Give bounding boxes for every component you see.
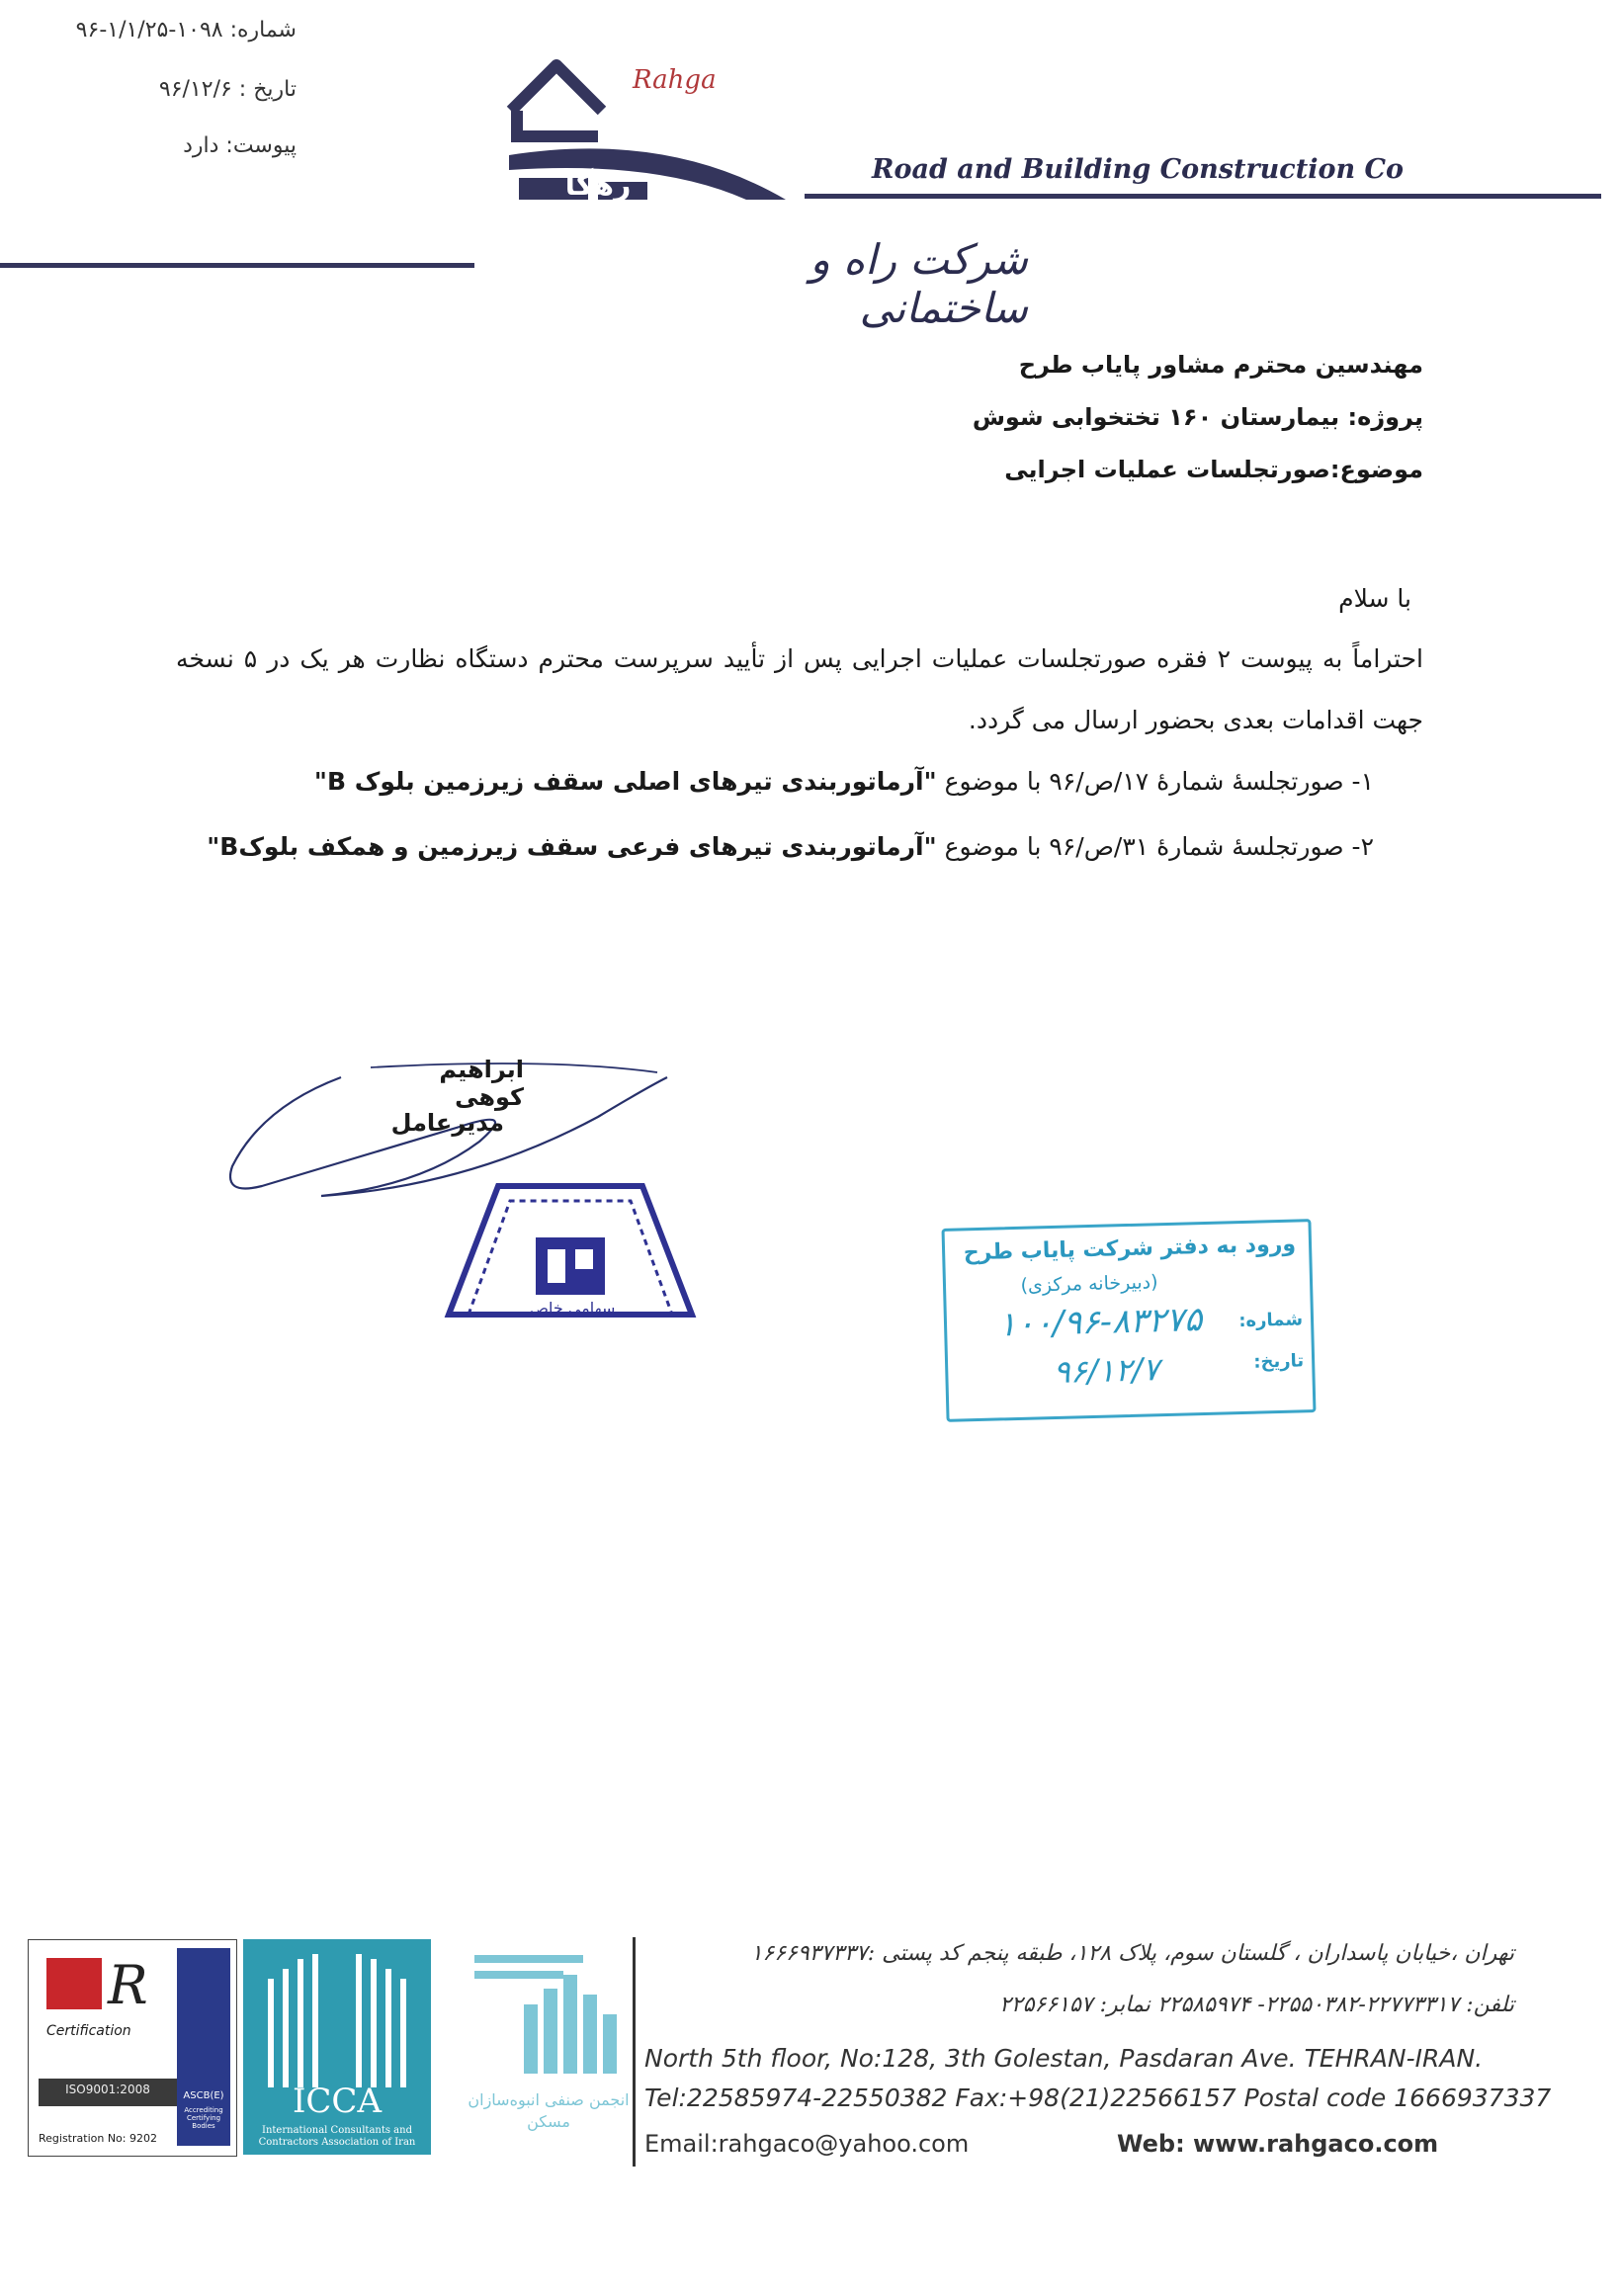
letter-attachment: پیوست: دارد <box>183 133 297 158</box>
icca-acronym: ICCA <box>292 2082 382 2121</box>
received-stamp <box>941 1219 1316 1422</box>
stamp-date-value: ۹۶/۱۲/۷ <box>1053 1350 1160 1392</box>
cert-flag-icon <box>46 1958 102 2009</box>
recipient: مهندسین محترم مشاور پایاب طرح <box>1018 351 1423 379</box>
signer-title: مدیرعامل <box>390 1109 504 1137</box>
association-logo <box>465 1945 633 2143</box>
cert-reg: Registration No: 9202 <box>39 2132 157 2145</box>
letter-date: تاریخ : ۹۶/۱۲/۶ <box>158 77 297 102</box>
address-fa: تهران ،خیابان پاسداران ، گلستان سوم، پلاک ۱۲۸، طبقه پنجم کد پستی :۱۶۶۶۹۳۷۳۳۷ <box>750 1941 1514 1966</box>
brand-small: Rahga <box>633 65 717 95</box>
greeting: با سلام <box>1338 584 1411 613</box>
footer-divider <box>633 1937 636 2167</box>
subject-line: موضوع:صورتجلسات عملیات اجرایی <box>1004 456 1423 483</box>
email-link[interactable]: Email:rahgaco@yahoo.com <box>644 2130 970 2158</box>
association-name: انجمن صنفی انبوه‌سازان مسکن <box>468 2090 630 2131</box>
body-paragraph: احتراماً به پیوست ۲ فقره صورتجلسات عملیات اجرایی پس از تأیید سرپرست محترم دستگاه نظارت هر یک در ۵ نسخه جهت اقدامات بعدی بحضور ارسال می گردد. <box>176 644 1423 734</box>
stamp-line1: ورود به دفتر شرکت پایاب طرح <box>963 1232 1297 1266</box>
company-seal <box>439 1176 702 1324</box>
header-rule-right <box>805 194 1601 199</box>
item-prefix: ۲- صورتجلسهٔ شمارهٔ ۳۱/ص/۹۶ با موضوع <box>944 832 1374 861</box>
stamp-number-label: شماره: <box>1238 1309 1304 1332</box>
cert-asc: ASCB(E) <box>183 2090 224 2101</box>
company-name-en: Road and Building Construction Co <box>872 154 1404 185</box>
web-link[interactable]: Web: www.rahgaco.com <box>1117 2130 1439 2158</box>
stamp-line2: (دبیرخانه مرکزی) <box>1020 1271 1158 1297</box>
project-line: پروژه: بیمارستان ۱۶۰ تختخوابی شوش <box>972 403 1423 431</box>
phones-en: Tel:22585974-22550382 Fax:+98(21)22566157 Postal code 1666937337 <box>644 2083 1552 2112</box>
company-name-fa: شرکت راه و ساختمانی <box>810 235 1028 332</box>
item-prefix: ۱- صورتجلسهٔ شمارهٔ ۱۷/ص/۹۶ با موضوع <box>944 767 1374 796</box>
letter-number: شماره: ۱۰۹۸-۱/۱/۲۵-۹۶ <box>75 18 297 43</box>
item-topic: "آرماتوربندی تیرهای اصلی سقف زیرزمین بلوک B" <box>313 767 937 796</box>
signer-name: ابراهیم کوهی <box>439 1056 524 1111</box>
cert-asc-sub: Accrediting Certifying Bodies <box>184 2106 223 2130</box>
address-en: North 5th floor, No:128, 3th Golestan, Pasdaran Ave. TEHRAN-IRAN. <box>644 2044 1484 2073</box>
icca-logo <box>243 1939 431 2155</box>
iso-certification-logo: R Certification ISO9001:2008 Registration No: 9202 ASCB(E) Accrediting Certifying Bodies <box>28 1939 237 2157</box>
cert-iso: ISO9001:2008 <box>65 2083 150 2096</box>
header-rule-left <box>0 263 474 268</box>
stamp-date-label: تاریخ: <box>1253 1350 1305 1373</box>
icca-name: International Consultants and Contractors Association of Iran <box>258 2125 416 2148</box>
list-item <box>176 816 1374 878</box>
seal-text: سهامی خاص <box>529 1299 616 1318</box>
cert-title: Certification <box>46 2023 131 2039</box>
list-item <box>176 751 1374 812</box>
phones-fa: تلفن: ۲۲۷۷۳۳۱۷-۲۲۵۵۰۳۸۲- ۲۲۵۸۵۹۷۴ نمابر: ۲۲۵۶۶۱۵۷ <box>999 1993 1514 2017</box>
stamp-number-value: ۱۰۰/۹۶-۸۳۲۷۵ <box>997 1300 1203 1345</box>
item-topic: "آرماتوربندی تیرهای فرعی سقف زیرزمین و همکف بلوکB" <box>207 832 937 861</box>
logo-text: رهگا <box>564 168 632 203</box>
